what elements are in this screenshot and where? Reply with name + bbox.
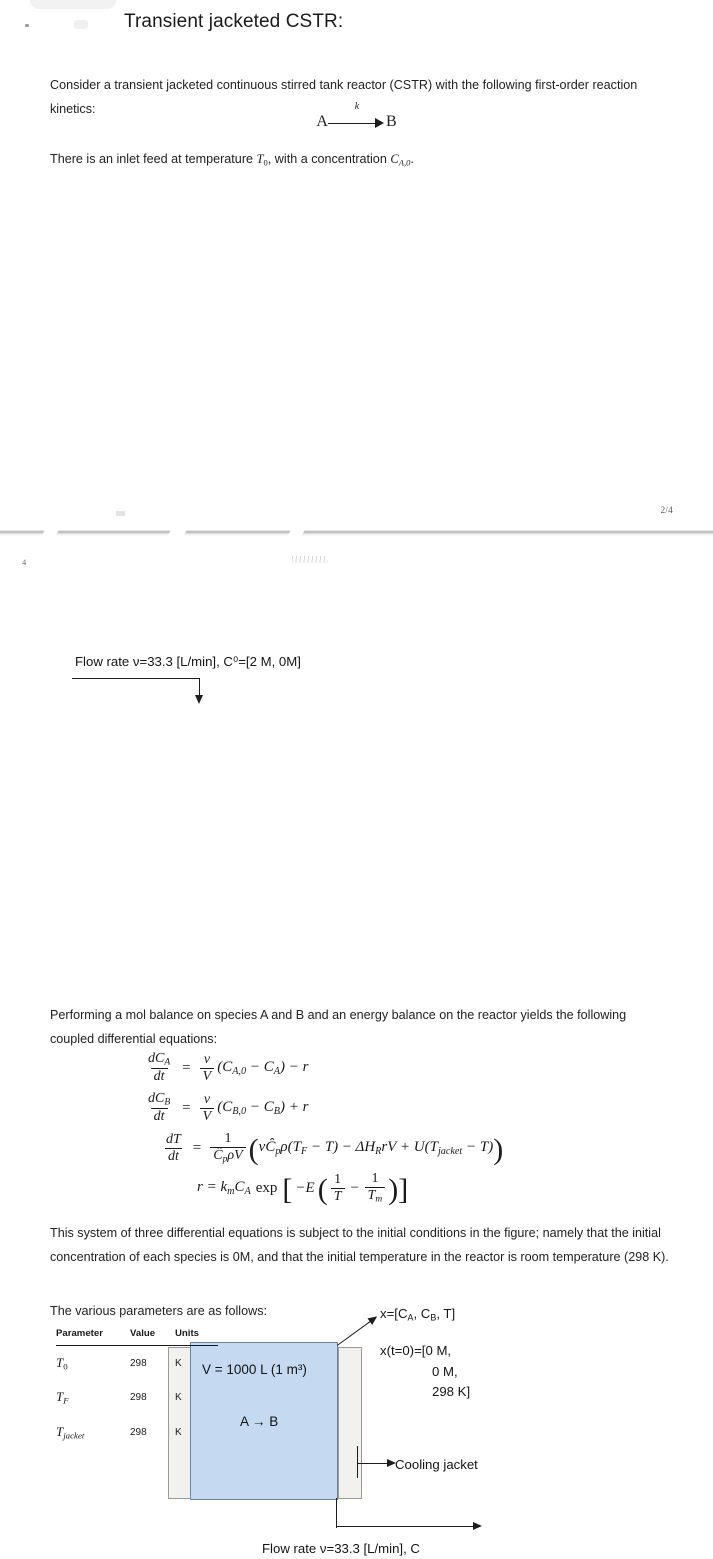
inlet-flow-label: Flow rate ν=33.3 [L/min], C⁰=[2 M, 0M] — [75, 654, 301, 669]
eq3-rhs-fraction: $\frac{1}{Ĉ_p\rho V}$ — [210, 1131, 245, 1165]
parameter-name: $T_0$ — [56, 1355, 68, 1372]
initial-conditions-paragraph: This system of three differential equations is subject to the initial conditions in the figure; namely that the initial concentration of each species is 0M, and that the initial temperature in the reactor is room temperature (298 K). — [50, 1226, 669, 1264]
inlet-arrow-icon — [195, 695, 203, 704]
initial-condition-line-1: x(t=0)=[0 M, — [380, 1343, 452, 1358]
parameter-units: K — [175, 1426, 182, 1438]
page-number-indicator: 2/4 — [660, 505, 673, 515]
reactor-reaction-label: A → B — [240, 1414, 279, 1429]
eq4-neg-e: −E — [295, 1179, 315, 1196]
scan-artifact-dot — [25, 24, 29, 27]
feed-text-mid: , with a concentration — [267, 152, 391, 166]
feed-text-pre: There is an inlet feed at temperature — [50, 152, 257, 166]
jacket-callout-horizontal — [357, 1463, 390, 1464]
scan-artifact-smudge-3 — [292, 556, 328, 563]
initial-condition-line-3: 298 K] — [432, 1384, 471, 1399]
inlet-pipe-horizontal — [72, 678, 200, 679]
feed-text-post: . — [410, 152, 414, 166]
inlet-pipe-vertical — [199, 678, 200, 696]
eq2-lhs-fraction: $\frac{dC_B}{dt}$ — [148, 1091, 171, 1125]
balance-paragraph: Performing a mol balance on species A and B and an energy balance on the reactor yields the following coupled differential equations: — [50, 1008, 627, 1046]
outlet-arrow-icon — [473, 1522, 482, 1530]
page-break-seam — [0, 527, 713, 536]
eq4-exp: exp — [255, 1179, 278, 1196]
scan-artifact-smudge-2 — [116, 511, 125, 516]
jacket-callout-vertical — [357, 1446, 358, 1478]
initial-condition-line-2: 0 M, — [432, 1364, 458, 1379]
differential-equations-block — [0, 1048, 713, 1208]
table-row — [56, 1415, 218, 1449]
feed-paragraph — [50, 147, 660, 174]
parameter-table-body — [56, 1346, 218, 1450]
parameter-units: K — [175, 1392, 182, 1404]
reaction-reactant: A — [316, 113, 328, 130]
eq3-equals: = — [192, 1139, 202, 1156]
feed-symbol-T: $T_0$ — [256, 152, 268, 168]
eq3-lhs-fraction: $\frac{dT}{dt}$ — [166, 1131, 181, 1164]
feed-symbol-C: $C_{A,0}$ — [390, 152, 411, 168]
outlet-pipe-horizontal — [336, 1526, 476, 1527]
parameter-name: $T_F$ — [56, 1389, 69, 1406]
cooling-jacket-right — [338, 1347, 362, 1499]
eq2-rhs-fraction: $\frac{\nu}{V}$ — [200, 1092, 215, 1124]
parameter-units: K — [175, 1357, 182, 1369]
intro-paragraph: Consider a transient jacketed continuous stirred tank reactor (CSTR) with the following first-order reaction kinetics: — [50, 78, 638, 116]
outlet-pipe-vertical — [336, 1498, 337, 1528]
table-row — [56, 1380, 218, 1414]
table-header-row — [56, 1328, 218, 1346]
eq1-rhs-fraction: $\frac{\nu}{V}$ — [200, 1052, 215, 1084]
eq1-body: $(C_{A,0} - C_A) - r$ — [217, 1059, 309, 1077]
column-header-units: Units — [175, 1328, 199, 1339]
eq2-body: $(C_{B,0} - C_B) + r$ — [217, 1099, 309, 1117]
parameter-table-header — [56, 1328, 218, 1346]
column-header-value: Value — [130, 1328, 156, 1339]
parameter-value: 298 — [130, 1357, 147, 1369]
eq1-lhs-fraction: $\frac{dC_A}{dt}$ — [148, 1051, 171, 1085]
equation-dca-dt — [0, 1048, 713, 1088]
eq1-equals: = — [182, 1059, 191, 1076]
equation-dt-dt: $\frac{dT}{dt}$ = $\frac{1}{Ĉ_p\rho V}$ ( $\nu Ĉ_p\rho(T_F - T) - \Delta H_RrV + U(T_{jacket} - T)$ ) — [0, 1128, 713, 1168]
parameter-name: $T_{jacket}$ — [56, 1423, 85, 1441]
parameter-value: 298 — [130, 1392, 147, 1404]
page-title: Transient jacketed CSTR: — [124, 11, 344, 32]
equation-dcb-dt — [0, 1088, 713, 1128]
scan-artifact-smudge — [74, 20, 88, 29]
equation-rate-law: $r = k_mC_A$ exp [ −E ( $\frac{1}{T}$ − $\frac{1}{T_m}$ ) ] — [197, 1171, 409, 1206]
reaction-equation — [0, 101, 713, 131]
column-header-parameter: Parameter — [56, 1328, 103, 1339]
eq4-minus: − — [349, 1179, 360, 1196]
state-vector-label: $x=[C_A$, $C_B$, T] — [380, 1306, 456, 1323]
reaction-product: B — [385, 113, 397, 130]
eq4-lhs: $r = k_mC_A$ — [197, 1179, 251, 1197]
cooling-jacket-label: Cooling jacket — [395, 1457, 478, 1472]
eq2-equals: = — [182, 1099, 191, 1116]
outlet-flow-label: Flow rate ν=33.3 [L/min], C — [262, 1541, 420, 1556]
reaction-arrow-icon — [328, 101, 386, 131]
parameter-table — [56, 1328, 218, 1449]
eq3-body: $\nu Ĉ_p\rho(T_F - T) - \Delta H_RrV + U(T_{jacket} - T)$ — [258, 1139, 494, 1157]
scan-top-shade — [30, 0, 116, 9]
eq4-fraction-2: $\frac{1}{T_m}$ — [365, 1171, 386, 1205]
document-page-1 — [0, 0, 713, 530]
parameter-value: 298 — [130, 1426, 147, 1438]
parameters-intro-paragraph: The various parameters are as follows: — [50, 1304, 267, 1318]
eq4-fraction-1: $\frac{1}{T}$ — [331, 1172, 345, 1204]
stray-page-mark: 4 — [22, 557, 27, 567]
table-row — [56, 1346, 218, 1381]
reactor-volume-label: V = 1000 L (1 m³) — [202, 1362, 307, 1377]
reaction-rate-constant: k — [354, 101, 360, 113]
